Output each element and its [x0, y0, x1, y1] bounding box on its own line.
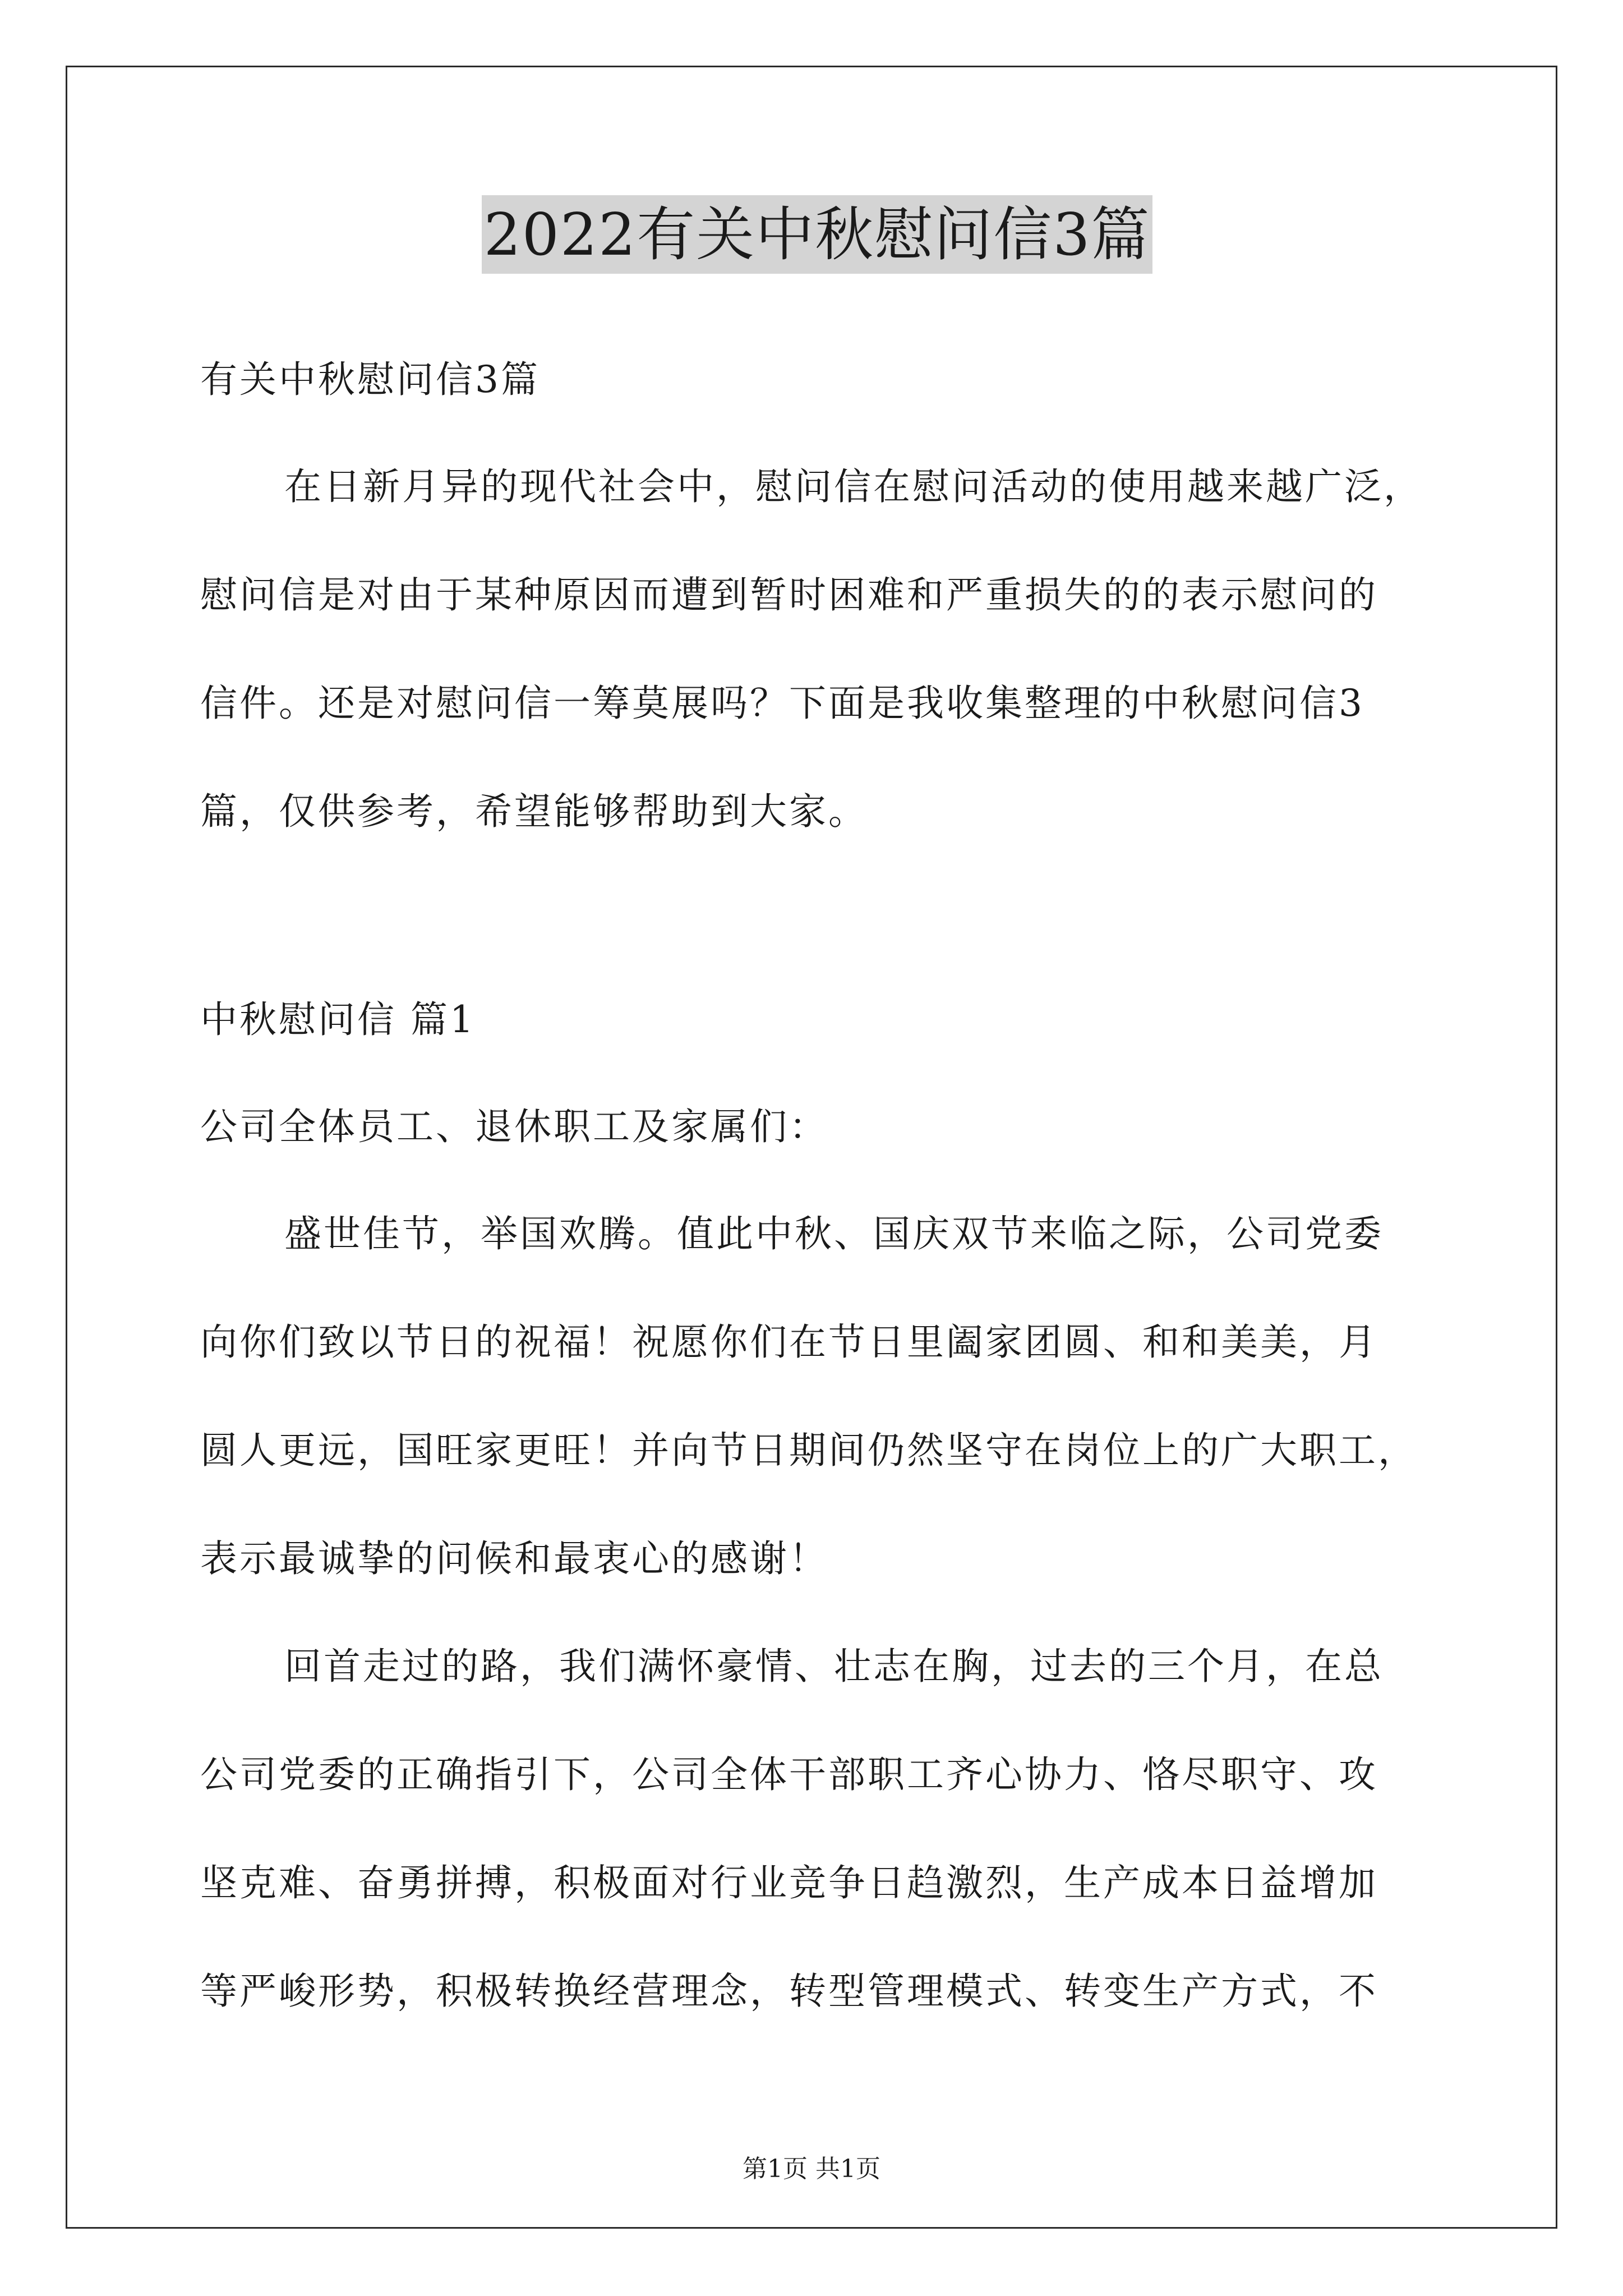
section-heading: 中秋慰问信 篇1	[200, 998, 476, 1041]
intro-line-1: 在日新月异的现代社会中，慰问信在慰问活动的使用越来越广泛，	[284, 465, 1423, 508]
para2-line-3: 坚克难、奋勇拼搏，积极面对行业竞争日趋激烈，生产成本日益增加	[200, 1861, 1378, 1904]
subtitle: 有关中秋慰问信3篇	[200, 358, 540, 401]
title-container	[200, 195, 1434, 274]
para2-line-4: 等严峻形势，积极转换经营理念，转型管理模式、转变生产方式，不	[200, 1970, 1378, 2013]
para1-line-4: 表示最诚挚的问候和最衷心的感谢！	[200, 1537, 828, 1580]
para1-line-1: 盛世佳节，举国欢腾。值此中秋、国庆双节来临之际，公司党委	[284, 1212, 1384, 1255]
intro-line-4: 篇，仅供参考，希望能够帮助到大家。	[200, 790, 868, 833]
salutation: 公司全体员工、退休职工及家属们：	[200, 1105, 828, 1148]
intro-line-2: 慰问信是对由于某种原因而遭到暂时困难和严重损失的的表示慰问的	[200, 573, 1378, 616]
page-number-footer: 第1页 共1页	[743, 2155, 880, 2183]
para2-line-2: 公司党委的正确指引下，公司全体干部职工齐心协力、恪尽职守、攻	[200, 1753, 1378, 1796]
para2-line-1: 回首走过的路，我们满怀豪情、壮志在胸，过去的三个月，在总	[284, 1645, 1384, 1688]
intro-line-3: 信件。还是对慰问信一筹莫展吗？下面是我收集整理的中秋慰问信3	[200, 682, 1364, 725]
document-title: 2022有关中秋慰问信3篇	[482, 195, 1153, 274]
para1-line-2: 向你们致以节日的祝福！祝愿你们在节日里阖家团圆、和和美美，月	[200, 1320, 1378, 1364]
para1-line-3: 圆人更远，国旺家更旺！并向节日期间仍然坚守在岗位上的广大职工，	[200, 1429, 1417, 1472]
